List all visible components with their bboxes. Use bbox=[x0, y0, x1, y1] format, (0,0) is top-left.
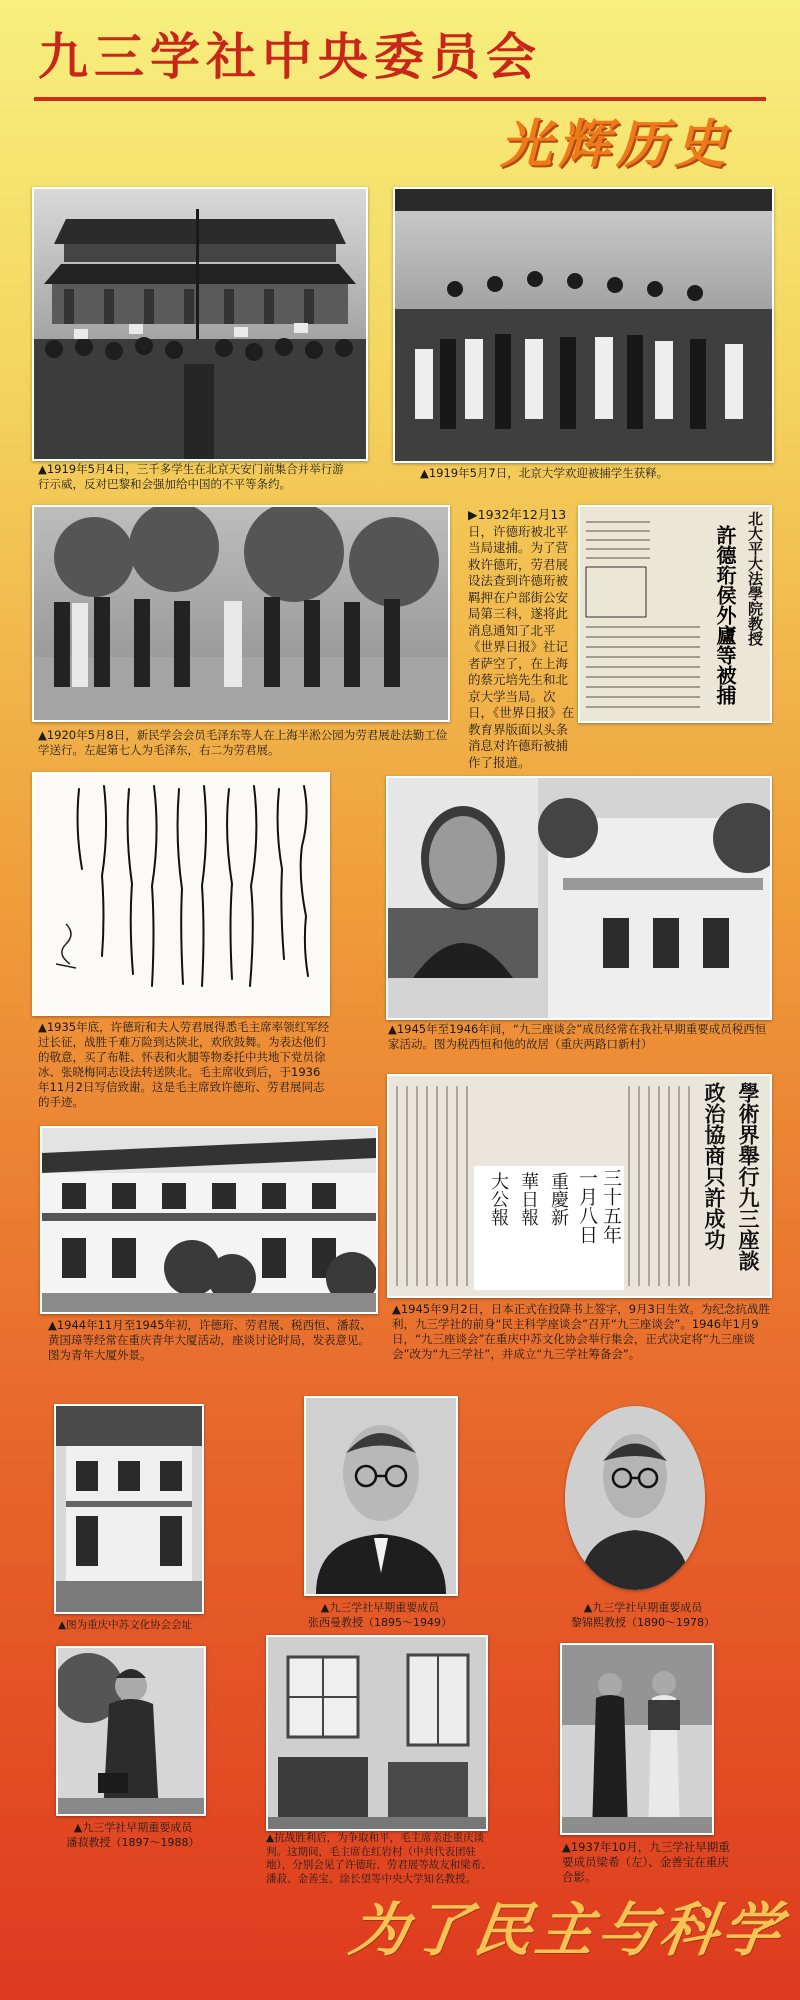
caption-qingnian-1944: ▲1944年11月至1945年初，许德珩、劳君展、税西恒、潘菽、黄国璋等经常在重庆青年大厦活动，座谈讨论时局，发表意见。图为青年大厦外景。 bbox=[48, 1318, 372, 1362]
caption-pan-shu: ▲九三学社早期重要成员 潘菽教授（1897～1988） bbox=[66, 1821, 200, 1849]
caption-hongyan: ▲抗战胜利后，为争取和平，毛主席亲赴重庆谈判。这期间，毛主席在红岩村（中共代表团驻地），分别会见了许德珩、劳君展等故友和梁希、潘菽、金善宝、涂长望等中央大学知名教授。 bbox=[266, 1832, 492, 1885]
text-dec1932-arrest: ▶1932年12月13日，许德珩被北平当局逮捕。为了营救许德珩，劳君展设法查到许德珩被羁押在户部街公安局第三科，遂将此消息通知了北平《世界日报》社记者萨空了，在上海的蔡元培先生和北京大学当局。次日，《世界日报》在教育界版面以头条消息对许德珩被捕作了报道。 bbox=[468, 507, 575, 770]
caption-may7-1919: ▲1919年5月7日，北京大学欢迎被捕学生获释。 bbox=[420, 466, 669, 480]
photo-banshong-park-1920 bbox=[32, 505, 450, 722]
clipping-headline: 許德珩侯外廬等被捕 bbox=[713, 525, 737, 705]
portrait-pan-shu bbox=[56, 1646, 206, 1816]
newspaper-clipping-arrest bbox=[578, 505, 772, 723]
newspaper-names: 重慶新 華日報 大公報 bbox=[488, 1172, 569, 1226]
photo-shui-xiheng-residence bbox=[386, 776, 772, 1020]
caption-may8-1920: ▲1920年5月8日，新民学会会员毛泽东等人在上海半淞公园为劳君展赴法勤工俭学送行。左起第七人为毛泽东，右二为劳君展。 bbox=[38, 728, 448, 757]
photo-qingnian-building bbox=[40, 1126, 378, 1314]
photo-hongyan-village bbox=[266, 1635, 488, 1831]
title-underline bbox=[34, 97, 766, 101]
photo-zhongsu-association bbox=[54, 1404, 204, 1614]
clipping-masthead: 北大平大法學院教授 bbox=[746, 511, 764, 646]
caption-zhongsu: ▲图为重庆中苏文化协会会址 bbox=[58, 1619, 193, 1631]
portrait-zhang-ximan bbox=[304, 1396, 458, 1596]
caption-shui-xiheng-1945: ▲1945年至1946年间，“九三座谈会”成员经常在我社早期重要成员税西恒家活动。图为税西恒和他的故居（重庆两路口新村） bbox=[388, 1022, 767, 1051]
caption-letter-1935: ▲1935年底，许德珩和夫人劳君展得悉毛主席率领红军经过长征，战胜千难万险到达陕北，欢欣鼓舞。为表达他们的敬意，买了布鞋、怀表和火腿等物委托中共地下党员徐冰、张晓梅同志设法转送陕北。毛主席收到后，于1936年11月2日写信致谢。这是毛主席致许德珩、劳君展同志的手迹。 bbox=[38, 1020, 330, 1109]
portrait-li-jinxi bbox=[565, 1406, 705, 1590]
caption-zhang-ximan: ▲九三学社早期重要成员 张西曼教授（1895～1949） bbox=[308, 1601, 452, 1629]
photo-peking-university-1919 bbox=[393, 187, 774, 463]
caption-oct-1937: ▲1937年10月，九三学社早期重要成员梁希（左）、金善宝在重庆合影。 bbox=[562, 1840, 730, 1884]
photo-tiananmen-1919 bbox=[32, 187, 368, 461]
letter-mao-zedong bbox=[32, 772, 330, 1016]
caption-li-jinxi: ▲九三学社早期重要成员 黎锦熙教授（1890～1978） bbox=[571, 1601, 715, 1629]
caption-may4-1919: ▲1919年5月4日，三千多学生在北京天安门前集合并举行游行示威，反对巴黎和会强加给中国的不平等条约。 bbox=[38, 462, 344, 491]
caption-sep-1945: ▲1945年9月2日，日本正式在投降书上签字，9月3日生效。为纪念抗战胜利，九三学社的前身“民主科学座谈会”召开“九三座谈会”。1946年1月9日，“九三座谈会”在重庆中苏文化协会举行集会，正式决定将“九三座谈会”改为“九三学社”，并成立“九三学社筹备会”。 bbox=[392, 1302, 770, 1361]
footer-motto: 为了民主与科学 bbox=[345, 1896, 789, 1964]
jiusan-headline: 學術界舉行九三座談 政治協商只許成功 bbox=[702, 1082, 761, 1271]
date-stamp: 三十五年 一月八日 bbox=[576, 1168, 622, 1244]
page-title: 九三学社中央委员会 bbox=[38, 27, 542, 86]
newspaper-jiusan-symposium bbox=[387, 1074, 772, 1298]
page-subtitle: 光辉历史 bbox=[500, 114, 733, 175]
photo-liang-xi-jin-shanbao-1937 bbox=[560, 1643, 714, 1835]
